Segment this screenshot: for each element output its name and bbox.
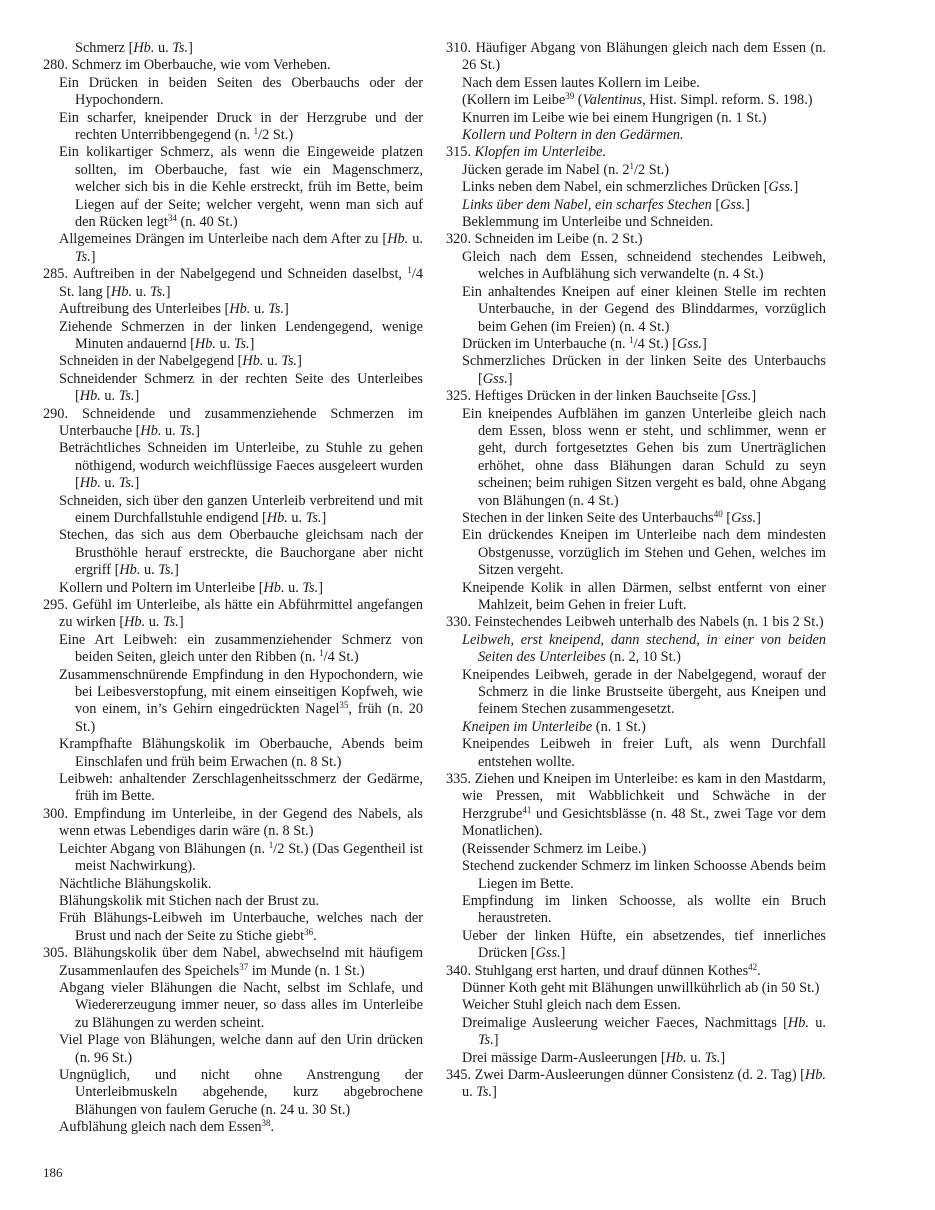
symptom-entry: Viel Plage von Blähungen, welche dann auf den Urin drücken (n. 96 St.) (59, 1032, 423, 1066)
symptom-entry: Ein drückendes Kneipen im Unterleibe nach dem mindesten Obstgenusse, vorzüglich im Stehen und Gehen, welches im Sitzen vergeht. (462, 527, 826, 579)
symptom-entry: Nach dem Essen lautes Kollern im Leibe. (462, 74, 700, 91)
symptom-entry: Früh Blähungs-Leibweh im Unterbauche, welches nach der Brust und nach der Seite zu Stiche giebt$^{36}$. (59, 910, 423, 944)
symptom-entry: Zusammenschnürende Empfindung in den Hypochondern, wie bei Leibesverstopfung, mit einem einseitigen Kopfweh, wie von einem, in’s Gehirn eingedrückten Nagel$^{35}$, früh (n. 20 St.) (59, 666, 423, 735)
symptom-entry: 305. Blähungskolik über dem Nabel, abwechselnd mit häufigem Zusammenlaufen des Speichels$^{37}$ im Munde (n. 1 St.) (43, 945, 423, 979)
symptom-entry: Ein Drücken in beiden Seiten des Oberbauchs oder der Hypochondern. (59, 74, 423, 109)
symptom-entry: Schmerzliches Drücken in der linken Seite des Unterbauchs [Gss.] (462, 353, 826, 387)
symptom-entry: Schneiden, sich über den ganzen Unterleib verbreitend und mit einem Durchfallstuhle endigend [Hb. u. Ts.] (59, 492, 423, 526)
symptom-entry: Links über dem Nabel, ein scharfes Stechen [Gss.] (462, 196, 750, 213)
symptom-entry: Drücken im Unterbauche (n. $^1$/4 St.) [Gss.] (462, 334, 707, 352)
symptom-entry: Kneipen im Unterleibe (n. 1 St.) (462, 718, 646, 735)
symptom-entry: Leibweh, erst kneipend, dann stechend, in einer von beiden Seiten des Unterleibes (n. 2, 10 St.) (462, 631, 826, 666)
symptom-entry: Auftreibung des Unterleibes [Hb. u. Ts.] (59, 301, 289, 318)
symptom-entry: 330. Feinstechendes Leibweh unterhalb des Nabels (n. 1 bis 2 St.) (446, 614, 824, 631)
symptom-entry: Kneipendes Leibweh, gerade in der Nabelgegend, worauf der Schmerz in die linke Brustseite übergeht, aus Kneipen und feinem Stechen zusammengesetzt. (462, 666, 826, 718)
symptom-entry: 325. Heftiges Drücken in der linken Bauchseite [Gss.] (446, 388, 757, 405)
right-column (446, 40, 826, 1102)
symptom-entry: Kollern und Poltern im Unterleibe [Hb. u. Ts.] (59, 579, 323, 596)
symptom-entry: (Reissender Schmerz im Leibe.) (462, 840, 647, 857)
symptom-entry: Ein kolikartiger Schmerz, als wenn die Eingeweide platzen sollten, im Oberbauche, fast wie ein Magenschmerz, welcher sich bis in die Kehle erstreckt, früh im Bette, beim Liegen auf der Seite; welcher vergeht, wenn man sich auf den Rücken legt$^{34}$ (n. 40 St.) (59, 144, 423, 231)
symptom-entry: Ueber der linken Hüfte, ein absetzendes, tief innerliches Drücken [Gss.] (462, 927, 826, 962)
symptom-entry: Aufblähung gleich nach dem Essen$^{38}$. (59, 1118, 275, 1136)
symptom-entry: Ziehende Schmerzen in der linken Lendengegend, wenige Minuten andauernd [Hb. u. Ts.] (59, 318, 423, 352)
left-column (43, 40, 423, 1137)
symptom-entry: Leichter Abgang von Blähungen (n. $^1$/2 St.) (Das Gegentheil ist meist Nachwirkung). (59, 839, 423, 875)
symptom-entry: 320. Schneiden im Leibe (n. 2 St.) (446, 231, 643, 248)
symptom-entry: Stechen, das sich aus dem Oberbauche gleichsam nach der Brusthöhle herauf erstreckte, die Bauchorgane aber nicht ergriff [Hb. u. Ts.] (59, 527, 423, 579)
symptom-entry: Jücken gerade im Nabel (n. $2^1/2$ St.) (462, 160, 670, 178)
symptom-entry: Ein kneipendes Aufblähen im ganzen Unterleibe gleich nach dem Essen, bloss wenn er steht, und schlimmer, wenn er geht, durch fortgesetztes Gehen bis zum Unerträglichen erhöhet, ohne dass Blähungen daran Schuld zu seyn scheinen; beim ruhigen Sitzen vergeht es bald, ohne Abgang von Blähungen (n. 4 St.) (462, 405, 826, 509)
symptom-entry: Weicher Stuhl gleich nach dem Essen. (462, 997, 681, 1014)
symptom-entry: Drei mässige Darm-Ausleerungen [Hb. u. Ts.] (462, 1049, 726, 1066)
symptom-entry: Allgemeines Drängen im Unterleibe nach dem After zu [Hb. u. Ts.] (59, 231, 423, 265)
symptom-entry: Stechend zuckender Schmerz im linken Schoosse Abends beim Liegen im Bette. (462, 858, 826, 892)
symptom-entry: Beträchtliches Schneiden im Unterleibe, zu Stuhle zu gehen nöthigend, wodurch weichflüssige Faeces ausgeleert wurden [Hb. u. Ts.] (59, 440, 423, 492)
symptom-entry: Leibweh: anhaltender Zerschlagenheitsschmerz der Gedärme, früh im Bette. (59, 771, 423, 805)
symptom-entry: Ungnüglich, und nicht ohne Anstrengung der Unterleibmuskeln abgehende, kurz abgebrochene Blähungen von faulem Geruche (n. 24 u. 30 St.) (59, 1066, 423, 1118)
symptom-entry: Knurren im Leibe wie bei einem Hungrigen (n. 1 St.) (462, 109, 767, 126)
symptom-entry: Krampfhafte Blähungskolik im Oberbauche, Abends beim Einschlafen und früh beim Erwachen (n. 8 St.) (59, 736, 423, 770)
symptom-entry: Blähungskolik mit Stichen nach der Brust zu. (59, 892, 320, 909)
symptom-entry: Links neben dem Nabel, ein schmerzliches Drücken [Gss.] (462, 179, 799, 196)
symptom-entry: Schneiden in der Nabelgegend [Hb. u. Ts.] (59, 353, 302, 370)
symptom-entry: 335. Ziehen und Kneipen im Unterleibe: es kam in den Mastdarm, wie Pressen, mit Wabblichkeit und Schwäche in der Herzgrube$^{41}$ und Gesichtsblässe (n. 48 St., zwei Tage vor dem Monatlichen). (446, 771, 826, 840)
symptom-entry: Beklemmung im Unterleibe und Schneiden. (462, 214, 714, 231)
symptom-entry: Gleich nach dem Essen, schneidend stechendes Leibweh, welches in Aufblähung sich verwandelte (n. 4 St.) (462, 248, 826, 283)
symptom-entry: (Kollern im Leibe$^{39}$ (Valentinus, Hist. Simpl. reform. S. 198.) (462, 91, 813, 109)
symptom-entry: Kneipende Kolik in allen Därmen, selbst entfernt von einer Mahlzeit, beim Gehen in freier Luft. (462, 579, 826, 613)
symptom-entry: Schneidender Schmerz in der rechten Seite des Unterleibes [Hb. u. Ts.] (59, 370, 423, 405)
symptom-entry: Dreimalige Ausleerung weicher Faeces, Nachmittags [Hb. u. Ts.] (462, 1014, 826, 1049)
symptom-entry: 290. Schneidende und zusammenziehende Schmerzen im Unterbauche [Hb. u. Ts.] (43, 405, 423, 439)
symptom-entry: Abgang vieler Blähungen die Nacht, selbst im Schlafe, und Wiedererzeugung immer neuer, so dass alles im Unterleibe zu Blähungen zu werden scheint. (59, 979, 423, 1031)
symptom-entry: 310. Häufiger Abgang von Blähungen gleich nach dem Essen (n. 26 St.) (446, 40, 826, 74)
symptom-entry: 315. Klopfen im Unterleibe. (446, 144, 607, 161)
symptom-entry: 295. Gefühl im Unterleibe, als hätte ein Abführmittel angefangen zu wirken [Hb. u. Ts.] (43, 597, 423, 631)
symptom-entry: 340. Stuhlgang erst harten, und drauf dünnen Kothes$^{42}$. (446, 961, 761, 979)
symptom-entry: Kollern und Poltern in den Gedärmen. (462, 127, 684, 144)
symptom-entry: Kneipendes Leibweh in freier Luft, als wenn Durchfall entstehen wollte. (462, 736, 826, 770)
symptom-entry: Eine Art Leibweh: ein zusammenziehender Schmerz von beiden Seiten, gleich unter den Ribben (n. $^1$/4 St.) (59, 631, 423, 666)
symptom-entry: 285. Auftreiben in der Nabelgegend und Schneiden daselbst, $^1$/4 St. lang [Hb. u. Ts.] (43, 265, 423, 300)
symptom-entry: Empfindung im linken Schoosse, als wollte ein Bruch heraustreten. (462, 892, 826, 927)
page-number: 186 (43, 1165, 63, 1180)
symptom-entry: 300. Empfindung im Unterleibe, in der Gegend des Nabels, als wenn etwas Lebendiges darin wäre (n. 8 St.) (43, 805, 423, 840)
symptom-entry: 345. Zwei Darm-Ausleerungen dünner Consistenz (d. 2. Tag) [Hb. u. Ts.] (446, 1066, 826, 1101)
symptom-entry: Ein scharfer, kneipender Druck in der Herzgrube und der rechten Unterribbengegend (n. $^1$/2 St.) (59, 109, 423, 144)
symptom-entry: 280. Schmerz im Oberbauche, wie vom Verheben. (43, 57, 331, 74)
symptom-entry: Schmerz [Hb. u. Ts.] (75, 40, 193, 56)
symptom-entry: Nächtliche Blähungskolik. (59, 875, 212, 892)
symptom-entry: Ein anhaltendes Kneipen auf einer kleinen Stelle im rechten Unterbauche, in der Gegend des Blinddarmes, vorzüglich beim Gehen (im Freien) (n. 4 St.) (462, 283, 826, 335)
symptom-entry: Stechen in der linken Seite des Unterbauchs$^{40}$ [Gss.] (462, 508, 761, 526)
symptom-entry: Dünner Koth geht mit Blähungen unwillkührlich ab (in 50 St.) (462, 979, 820, 996)
